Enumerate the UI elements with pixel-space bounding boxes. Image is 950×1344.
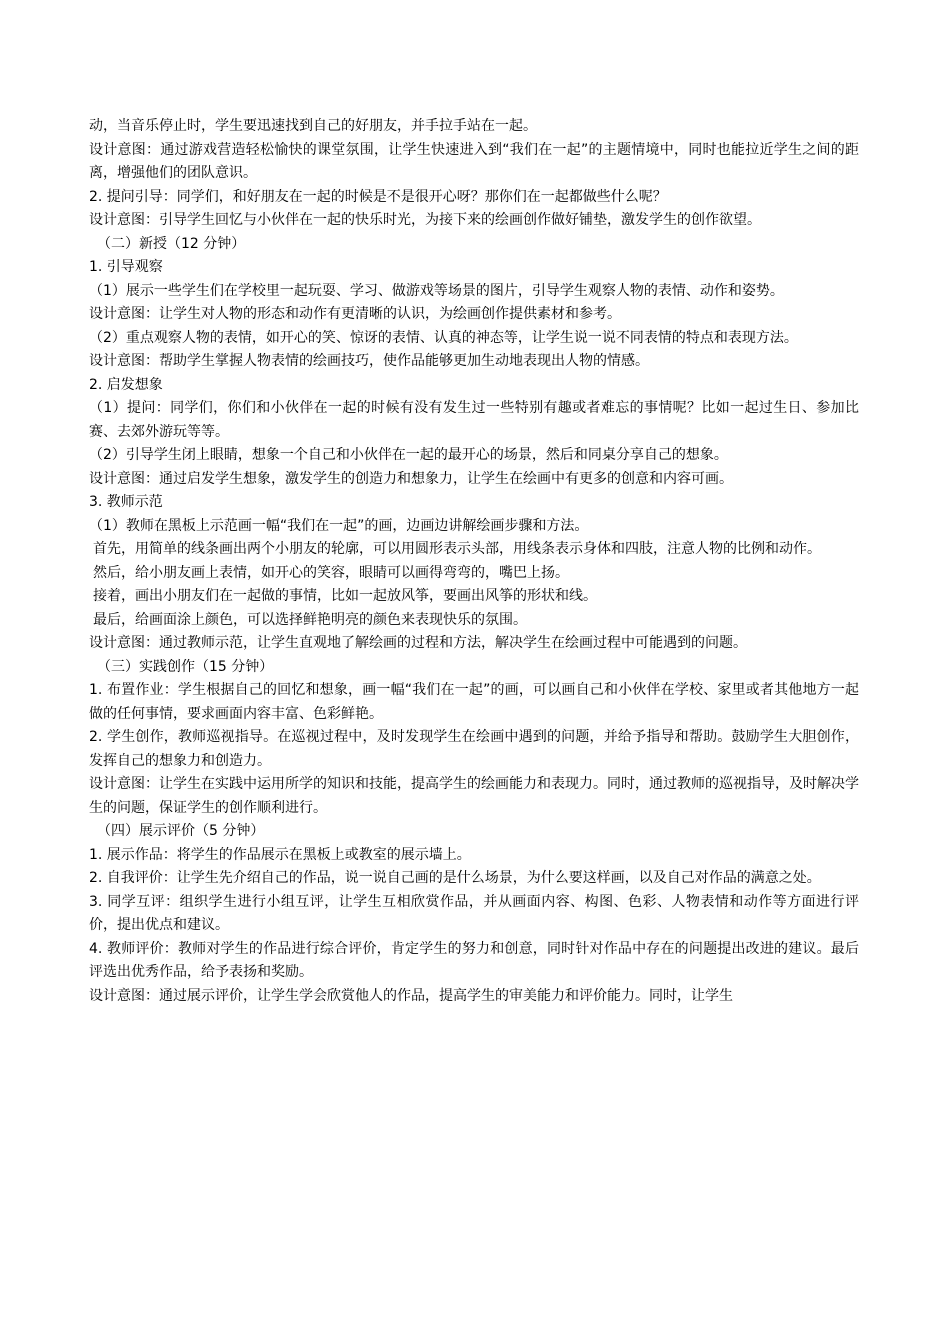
- paragraph: 1. 展示作品：将学生的作品展示在黑板上或教室的展示墙上。: [89, 846, 471, 863]
- paragraph: 3. 同学互评：组织学生进行小组互评，让学生互相欣赏作品，并从画面内容、构图、色彩、人物表情和动作等方面进行评价，提出优点和建议。: [89, 893, 859, 933]
- paragraph: 2. 自我评价：让学生先介绍自己的作品，说一说自己画的是什么场景，为什么要这样画，以及自己对作品的满意之处。: [89, 870, 821, 886]
- paragraph: （1）提问：同学们，你们和小伙伴在一起的时候有没有发生过一些特别有趣或者难忘的事情呢？比如一起过生日、参加比赛、去郊外游玩等等。: [89, 400, 859, 440]
- paragraph: （2）引导学生闭上眼睛，想象一个自己和小伙伴在一起的最开心的场景，然后和同桌分享自己的想象。: [89, 447, 728, 463]
- paragraph: 4. 教师评价：教师对学生的作品进行综合评价，肯定学生的努力和创意，同时针对作品中存在的问题提出改进的建议。最后评选出优秀作品，给予表扬和奖励。: [89, 940, 859, 980]
- design-intent: 设计意图：引导学生回忆与小伙伴在一起的快乐时光，为接下来的绘画创作做好铺垫，激发学生的创作欲望。: [89, 212, 761, 228]
- design-intent: 设计意图：通过展示评价，让学生学会欣赏他人的作品，提高学生的审美能力和评价能力。同时，让学生: [89, 987, 733, 1004]
- design-intent: 设计意图：让学生对人物的形态和动作有更清晰的认识，为绘画创作提供素材和参考。: [89, 306, 621, 322]
- section-heading: （三）实践创作（15 分钟）: [97, 658, 274, 675]
- subsection-heading: 1. 引导观察: [89, 259, 163, 275]
- paragraph: 动，当音乐停止时，学生要迅速找到自己的好朋友，并手拉手站在一起。: [89, 118, 537, 134]
- design-intent: 设计意图：通过教师示范，让学生直观地了解绘画的过程和方法，解决学生在绘画过程中可能遇到的问题。: [89, 635, 747, 651]
- design-intent: 设计意图：通过启发学生想象，激发学生的创造力和想象力，让学生在绘画中有更多的创意和内容可画。: [89, 470, 733, 487]
- document-body: [89, 115, 859, 1008]
- paragraph: 2. 提问引导：同学们，和好朋友在一起的时候是不是很开心呀？那你们在一起都做些什么呢？: [89, 188, 667, 205]
- subsection-heading: 3. 教师示范: [89, 494, 163, 510]
- paragraph: 2. 学生创作，教师巡视指导。在巡视过程中，及时发现学生在绘画中遇到的问题，并给予指导和帮助。鼓励学生大胆创作，发挥自己的想象力和创造力。: [89, 729, 859, 769]
- design-intent: 设计意图：让学生在实践中运用所学的知识和技能，提高学生的绘画能力和表现力。同时，通过教师的巡视指导，及时解决学生的问题，保证学生的创作顺利进行。: [89, 776, 859, 816]
- section-heading: （二）新授（12 分钟）: [97, 235, 246, 252]
- step-paragraph: 首先，用简单的线条画出两个小朋友的轮廓，可以用圆形表示头部，用线条表示身体和四肢，注意人物的比例和动作。: [93, 541, 821, 557]
- design-intent: 设计意图：通过游戏营造轻松愉快的课堂氛围，让学生快速进入到“我们在一起”的主题情境中，同时也能拉近学生之间的距离，增强他们的团队意识。: [89, 141, 859, 181]
- step-paragraph: 最后，给画面涂上颜色，可以选择鲜艳明亮的颜色来表现快乐的氛围。: [93, 611, 527, 628]
- paragraph: （2）重点观察人物的表情，如开心的笑、惊讶的表情、认真的神态等，让学生说一说不同表情的特点和表现方法。: [89, 329, 798, 346]
- design-intent: 设计意图：帮助学生掌握人物表情的绘画技巧，使作品能够更加生动地表现出人物的情感。: [89, 353, 649, 369]
- section-heading: （四）展示评价（5 分钟）: [97, 823, 265, 839]
- step-paragraph: 然后，给小朋友画上表情，如开心的笑容，眼睛可以画得弯弯的，嘴巴上扬。: [93, 564, 569, 581]
- step-paragraph: 接着，画出小朋友们在一起做的事情，比如一起放风筝，要画出风筝的形状和线。: [93, 588, 597, 604]
- paragraph: 1. 布置作业：学生根据自己的回忆和想象，画一幅“我们在一起”的画，可以画自己和小伙伴在学校、家里或者其他地方一起做的任何事情，要求画面内容丰富、色彩鲜艳。: [89, 682, 859, 722]
- subsection-heading: 2. 启发想象: [89, 376, 163, 393]
- paragraph: （1）教师在黑板上示范画一幅“我们在一起”的画，边画边讲解绘画步骤和方法。: [89, 517, 589, 534]
- paragraph: （1）展示一些学生们在学校里一起玩耍、学习、做游戏等场景的图片，引导学生观察人物的表情、动作和姿势。: [89, 282, 784, 299]
